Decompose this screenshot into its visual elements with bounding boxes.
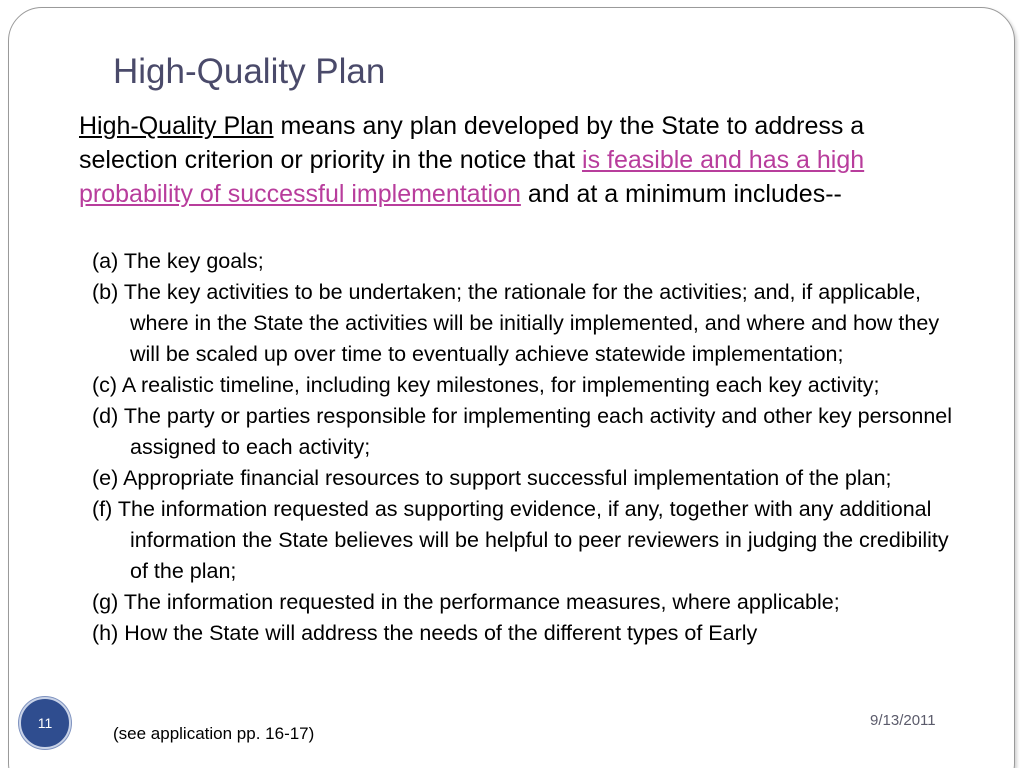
list-item-e: (e) Appropriate financial resources to support successful implementation of the plan; — [92, 466, 892, 490]
slide-number-badge — [19, 697, 71, 749]
definition-text-part-2: and at a minimum includes-- — [520, 180, 842, 208]
slide-number: 11 — [37, 715, 53, 731]
list-item-f: (f) The information requested as supporting evidence, if any, together with any additional information the State believes will be helpful to peer reviewers in judging the credibility of the plan; — [92, 497, 949, 583]
list-item-g: (g) The information requested in the performance measures, where applicable; — [92, 590, 840, 614]
defined-term: High-Quality Plan — [79, 112, 274, 140]
list-item-a: (a) The key goals; — [92, 249, 264, 273]
definition-text-part-1: means any plan developed by the State to address a selection criterion or priority in the notice that — [79, 112, 865, 174]
application-reference-note: (see application pp. 16-17) — [113, 724, 315, 743]
slide-title: High-Quality Plan — [113, 52, 386, 91]
list-item-b: (b) The key activities to be undertaken; the rationale for the activities; and, if applicable, where in the State the activities will be initially implemented, and where and how they will be scaled up over time to eventually achieve statewide implementation; — [92, 280, 940, 366]
definition-paragraph — [79, 109, 969, 211]
list-item-d: (d) The party or parties responsible for implementing each activity and other key personnel assigned to each activity; — [92, 404, 953, 459]
requirements-list — [92, 246, 962, 649]
list-item-c: (c) A realistic timeline, including key milestones, for implementing each key activity; — [92, 373, 880, 397]
list-item-h: (h) How the State will address the needs of the different types of Early — [92, 621, 758, 645]
slide-date: 9/13/2011 — [870, 712, 936, 729]
feasibility-link[interactable]: is feasible and has a high probability of successful implementation — [79, 146, 865, 208]
